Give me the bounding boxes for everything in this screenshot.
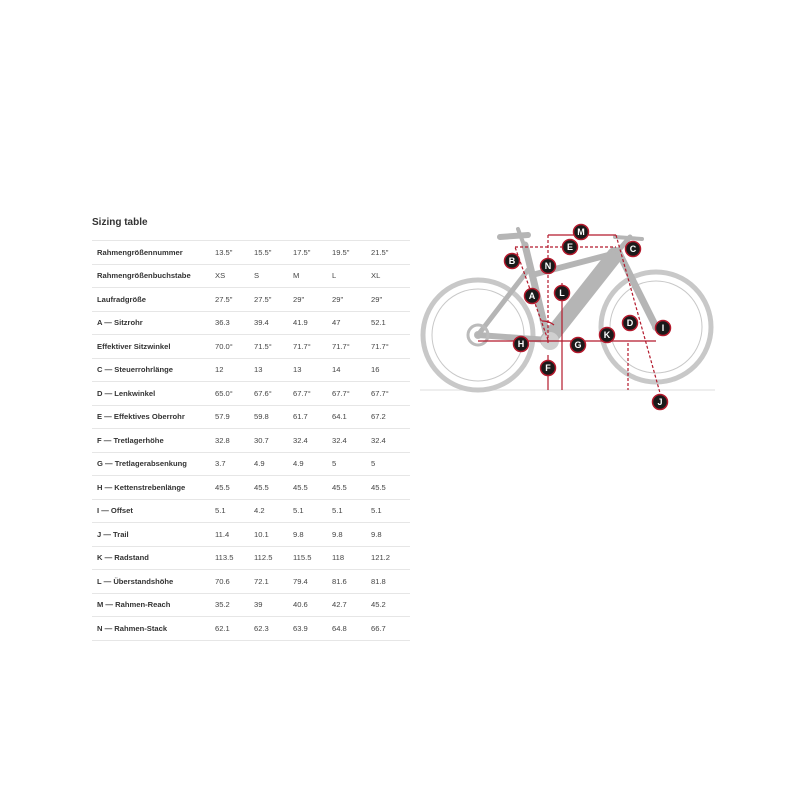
size-value-cell: 32.4 <box>371 429 410 453</box>
marker-letter: C <box>629 244 637 255</box>
row-label: Rahmengrößennummer <box>92 241 215 265</box>
marker-letter: E <box>566 242 574 253</box>
row-label: E — Effektives Oberrohr <box>92 405 215 429</box>
size-value-cell: XL <box>371 264 410 288</box>
size-value-cell: 67.7° <box>332 382 371 406</box>
size-value-cell: 63.9 <box>293 617 332 641</box>
size-value-cell: 4.9 <box>293 452 332 476</box>
size-value-cell: 35.2 <box>215 593 254 617</box>
size-value-cell: 45.5 <box>293 476 332 500</box>
marker-letter: N <box>544 261 552 272</box>
size-value-cell: 15.5" <box>254 241 293 265</box>
size-value-cell: 47 <box>332 311 371 335</box>
geometry-marker-f <box>541 361 556 376</box>
marker-letter: K <box>603 330 611 341</box>
size-value-cell: 67.7° <box>371 382 410 406</box>
size-value-cell: 70.6 <box>215 570 254 594</box>
size-value-cell: 13.5" <box>215 241 254 265</box>
geometry-marker-e <box>563 240 578 255</box>
geometry-marker-m <box>574 225 589 240</box>
size-value-cell: 81.8 <box>371 570 410 594</box>
marker-letter: I <box>661 323 665 334</box>
size-value-cell: 9.8 <box>332 523 371 547</box>
table-row <box>92 593 410 617</box>
size-value-cell: 113.5 <box>215 546 254 570</box>
size-value-cell: 71.7° <box>332 335 371 359</box>
marker-letter: G <box>574 340 582 351</box>
size-value-cell: 36.3 <box>215 311 254 335</box>
row-label: Rahmengrößenbuchstabe <box>92 264 215 288</box>
size-value-cell: 71.7° <box>293 335 332 359</box>
size-value-cell: L <box>332 264 371 288</box>
size-value-cell: 118 <box>332 546 371 570</box>
size-value-cell: 71.7° <box>371 335 410 359</box>
table-row <box>92 311 410 335</box>
size-value-cell: 27.5" <box>254 288 293 312</box>
size-value-cell: 45.2 <box>371 593 410 617</box>
table-row <box>92 405 410 429</box>
size-value-cell: 27.5" <box>215 288 254 312</box>
table-row <box>92 241 410 265</box>
size-value-cell: 59.8 <box>254 405 293 429</box>
size-value-cell: 64.8 <box>332 617 371 641</box>
size-value-cell: 115.5 <box>293 546 332 570</box>
size-value-cell: 21.5" <box>371 241 410 265</box>
marker-letter: A <box>528 291 536 302</box>
size-value-cell: 5 <box>371 452 410 476</box>
size-value-cell: XS <box>215 264 254 288</box>
size-value-cell: 45.5 <box>371 476 410 500</box>
geometry-marker-k <box>600 328 615 343</box>
geometry-marker-i <box>656 321 671 336</box>
marker-letter: L <box>559 288 565 299</box>
table-row <box>92 264 410 288</box>
size-value-cell: 4.9 <box>254 452 293 476</box>
bike-geometry-diagram <box>420 215 715 415</box>
size-value-cell: 42.7 <box>332 593 371 617</box>
size-value-cell: 5.1 <box>215 499 254 523</box>
size-value-cell: 121.2 <box>371 546 410 570</box>
geometry-marker-b <box>505 254 520 269</box>
size-value-cell: M <box>293 264 332 288</box>
table-row <box>92 476 410 500</box>
row-label: H — Kettenstrebenlänge <box>92 476 215 500</box>
size-value-cell: 112.5 <box>254 546 293 570</box>
size-value-cell: 39.4 <box>254 311 293 335</box>
geometry-marker-a <box>525 289 540 304</box>
table-row <box>92 570 410 594</box>
marker-letter: B <box>508 256 516 267</box>
size-value-cell: 29" <box>371 288 410 312</box>
size-value-cell: 11.4 <box>215 523 254 547</box>
size-value-cell: 5.1 <box>293 499 332 523</box>
size-value-cell: 67.6° <box>254 382 293 406</box>
size-value-cell: 45.5 <box>332 476 371 500</box>
marker-letter: M <box>577 227 585 238</box>
size-value-cell: 32.8 <box>215 429 254 453</box>
size-value-cell: 14 <box>332 358 371 382</box>
row-label: I — Offset <box>92 499 215 523</box>
size-value-cell: 62.1 <box>215 617 254 641</box>
geometry-marker-j <box>653 395 668 410</box>
geometry-marker-h <box>514 337 529 352</box>
row-label: C — Steuerrohrlänge <box>92 358 215 382</box>
size-value-cell: 5.1 <box>371 499 410 523</box>
size-value-cell: 66.7 <box>371 617 410 641</box>
geometry-marker-g <box>571 338 586 353</box>
size-value-cell: 67.2 <box>371 405 410 429</box>
size-value-cell: 32.4 <box>293 429 332 453</box>
size-value-cell: 4.2 <box>254 499 293 523</box>
size-value-cell: 40.6 <box>293 593 332 617</box>
table-row <box>92 358 410 382</box>
row-label: F — Tretlagerhöhe <box>92 429 215 453</box>
size-value-cell: 13 <box>293 358 332 382</box>
geometry-marker-n <box>541 259 556 274</box>
table-row <box>92 288 410 312</box>
size-value-cell: 72.1 <box>254 570 293 594</box>
size-value-cell: 61.7 <box>293 405 332 429</box>
geometry-marker-c <box>626 242 641 257</box>
marker-letter: F <box>545 363 551 374</box>
size-value-cell: 41.9 <box>293 311 332 335</box>
size-value-cell: 30.7 <box>254 429 293 453</box>
size-value-cell: 67.7° <box>293 382 332 406</box>
size-value-cell: 17.5" <box>293 241 332 265</box>
size-value-cell: 62.3 <box>254 617 293 641</box>
size-value-cell: 70.0° <box>215 335 254 359</box>
row-label: L — Überstandshöhe <box>92 570 215 594</box>
table-row <box>92 546 410 570</box>
geometry-marker-d <box>623 316 638 331</box>
row-label: N — Rahmen-Stack <box>92 617 215 641</box>
size-value-cell: 5 <box>332 452 371 476</box>
geometry-marker-l <box>555 286 570 301</box>
size-value-cell: 16 <box>371 358 410 382</box>
row-label: G — Tretlagerabsenkung <box>92 452 215 476</box>
size-value-cell: 81.6 <box>332 570 371 594</box>
marker-letter: J <box>657 397 663 408</box>
size-value-cell: 71.5° <box>254 335 293 359</box>
size-value-cell: 13 <box>254 358 293 382</box>
row-label: K — Radstand <box>92 546 215 570</box>
table-row <box>92 499 410 523</box>
size-value-cell: 10.1 <box>254 523 293 547</box>
row-label: M — Rahmen-Reach <box>92 593 215 617</box>
size-value-cell: 9.8 <box>293 523 332 547</box>
size-value-cell: 29" <box>332 288 371 312</box>
size-value-cell: 65.0° <box>215 382 254 406</box>
marker-letter: D <box>626 318 634 329</box>
row-label: Effektiver Sitzwinkel <box>92 335 215 359</box>
row-label: Laufradgröße <box>92 288 215 312</box>
row-label: A — Sitzrohr <box>92 311 215 335</box>
size-value-cell: 79.4 <box>293 570 332 594</box>
size-value-cell: 52.1 <box>371 311 410 335</box>
size-value-cell: 5.1 <box>332 499 371 523</box>
sizing-table <box>92 240 410 641</box>
sizing-table-title: Sizing table <box>92 217 148 228</box>
size-value-cell: 57.9 <box>215 405 254 429</box>
size-value-cell: 29" <box>293 288 332 312</box>
table-row <box>92 523 410 547</box>
table-row <box>92 382 410 406</box>
row-label: D — Lenkwinkel <box>92 382 215 406</box>
size-value-cell: 9.8 <box>371 523 410 547</box>
table-row <box>92 452 410 476</box>
size-value-cell: 32.4 <box>332 429 371 453</box>
size-value-cell: S <box>254 264 293 288</box>
table-row <box>92 335 410 359</box>
size-value-cell: 64.1 <box>332 405 371 429</box>
size-value-cell: 39 <box>254 593 293 617</box>
row-label: J — Trail <box>92 523 215 547</box>
size-value-cell: 45.5 <box>254 476 293 500</box>
table-row <box>92 617 410 641</box>
marker-letter: H <box>517 339 525 350</box>
size-value-cell: 45.5 <box>215 476 254 500</box>
size-value-cell: 3.7 <box>215 452 254 476</box>
size-value-cell: 12 <box>215 358 254 382</box>
table-row <box>92 429 410 453</box>
size-value-cell: 19.5" <box>332 241 371 265</box>
